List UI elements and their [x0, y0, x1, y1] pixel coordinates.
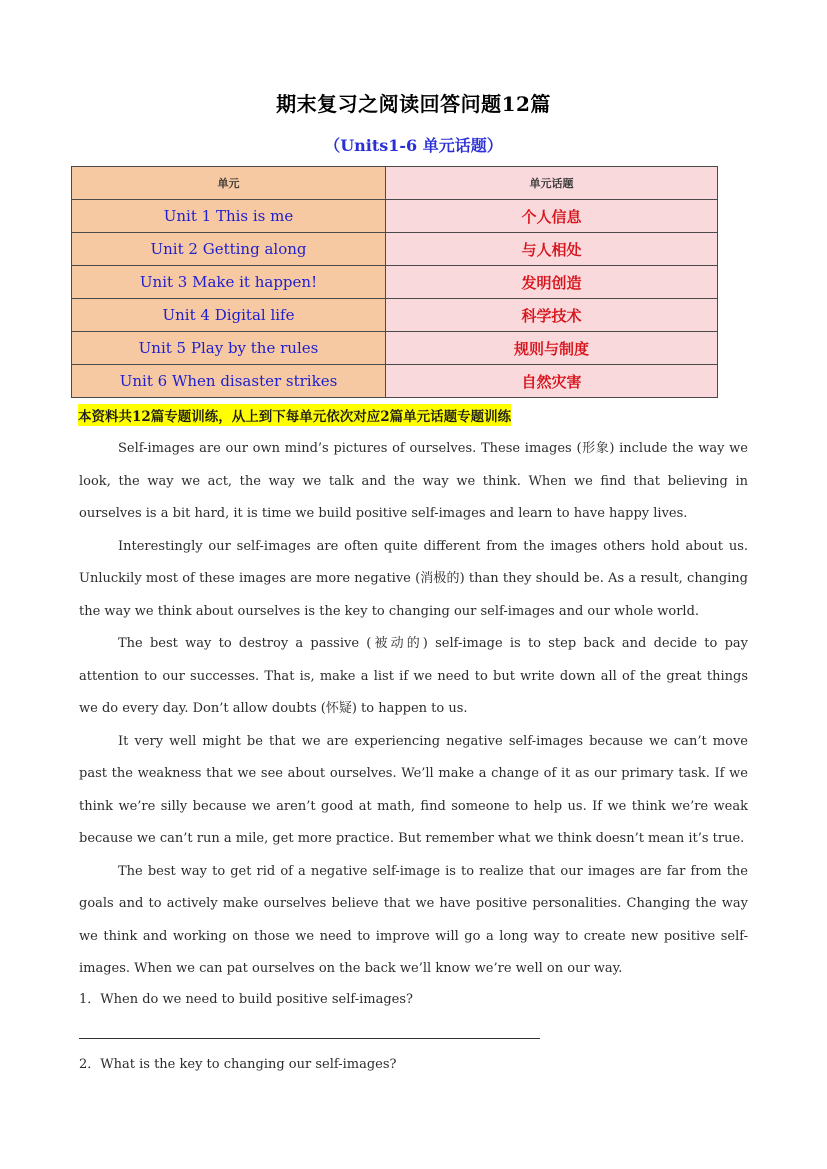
highlight-note: 本资料共12篇专题训练，从上到下每单元依次对应2篇单元话题专题训练 — [78, 404, 511, 426]
answer-line — [79, 1038, 540, 1039]
page-subtitle: （Units1-6 单元话题） — [324, 136, 503, 155]
unit-topic: 发明创造 — [386, 266, 718, 299]
page-title: 期末复习之阅读回答问题12篇 — [276, 92, 551, 116]
unit-topic: 个人信息 — [386, 200, 718, 233]
table-header-row — [72, 167, 718, 200]
unit-name: Unit 6 When disaster strikes — [72, 365, 386, 398]
header-topic: 单元话题 — [386, 167, 718, 200]
unit-name: Unit 1 This is me — [72, 200, 386, 233]
unit-name: Unit 2 Getting along — [72, 233, 386, 266]
passage-paragraph: The best way to get rid of a negative self-image is to realize that our images are far from the goals and to actively make ourselves believe that we have positive personalities. Changing the way we think and working on those we need to improve will go a long way to create new positive self-images. When we can pat ourselves on the back we’ll know we’re well on our way. — [79, 863, 748, 976]
question-2: 2．What is the key to changing our self-images? — [79, 1057, 397, 1072]
passage-paragraph: Self-images are our own mind’s pictures of ourselves. These images (形象) include the way we look, the way we act, the way we talk and the way we think. When we find that believing in ourselves is a bit hard, it is time we build positive self-images and learn to have happy lives. — [79, 441, 748, 521]
unit-topic: 与人相处 — [386, 233, 718, 266]
question-1: 1．When do we need to build positive self-images? — [79, 992, 413, 1007]
table-row — [72, 200, 718, 233]
reading-passage — [79, 433, 748, 986]
passage-paragraph: It very well might be that we are experiencing negative self-images because we can’t move past the weakness that we see about ourselves. We’ll make a change of it as our primary task. If we think we’re silly because we aren’t good at math, find someone to help us. If we think we’re weak because we can’t run a mile, get more practice. But remember what we think doesn’t mean it’s true. — [79, 733, 748, 846]
header-unit: 单元 — [72, 167, 386, 200]
unit-topic: 规则与制度 — [386, 332, 718, 365]
unit-name: Unit 3 Make it happen! — [72, 266, 386, 299]
unit-name: Unit 4 Digital life — [72, 299, 386, 332]
table-row — [72, 365, 718, 398]
unit-topic: 科学技术 — [386, 299, 718, 332]
unit-name: Unit 5 Play by the rules — [72, 332, 386, 365]
table-row — [72, 266, 718, 299]
units-table — [71, 166, 718, 398]
table-row — [72, 299, 718, 332]
passage-paragraph: Interestingly our self-images are often quite different from the images others hold about us. Unluckily most of these images are more negative (消极的) than they should be. As a result, changing the way we think about ourselves is the key to changing our self-images and our whole world. — [79, 538, 748, 619]
unit-topic: 自然灾害 — [386, 365, 718, 398]
passage-paragraph: The best way to destroy a passive (被动的) self-image is to step back and decide to pay attention to our successes. That is, make a list if we need to but write down all of the great things we do every day. Don’t allow doubts (怀疑) to happen to us. — [79, 636, 748, 716]
table-row — [72, 233, 718, 266]
table-row — [72, 332, 718, 365]
